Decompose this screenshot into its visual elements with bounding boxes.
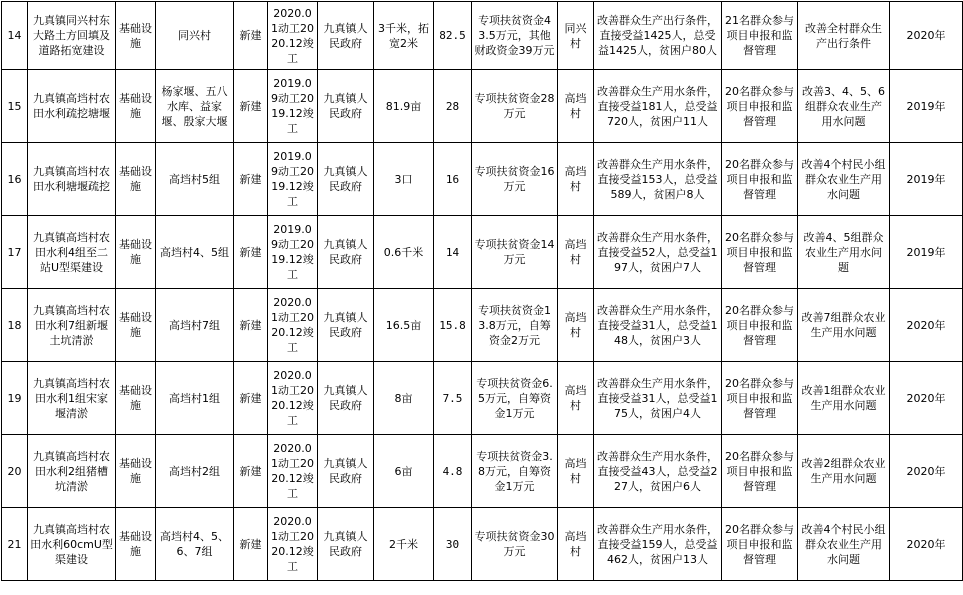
cell-nature: 新建	[234, 508, 268, 581]
cell-benefit: 改善群众生产用水条件，直接受益43人，总受益227人，贫困户6人	[594, 435, 722, 508]
cell-goal: 改善2组群众农业生产用水问题	[798, 435, 890, 508]
cell-nature: 新建	[234, 362, 268, 435]
cell-mechanism: 20名群众参与项目申报和监督管理	[722, 216, 798, 289]
cell-unit: 九真镇人民政府	[318, 216, 374, 289]
cell-no: 18	[2, 289, 28, 362]
cell-invest: 82.5	[434, 2, 472, 70]
cell-location: 高垱村5组	[156, 143, 234, 216]
cell-period: 2020.01动工2020.12竣工	[268, 362, 318, 435]
cell-type: 基础设施	[116, 143, 156, 216]
cell-name: 九真镇高垱村农田水利4组至二站U型渠建设	[28, 216, 116, 289]
cell-period: 2020.01动工2020.12竣工	[268, 435, 318, 508]
cell-goal: 改善4个村民小组群众农业生产用水问题	[798, 508, 890, 581]
cell-period: 2020.01动工2020.12竣工	[268, 508, 318, 581]
cell-mechanism: 21名群众参与项目申报和监督管理	[722, 2, 798, 70]
cell-fund: 专项扶贫资金16万元	[472, 143, 558, 216]
cell-year: 2019年	[890, 70, 963, 143]
cell-mechanism: 20名群众参与项目申报和监督管理	[722, 508, 798, 581]
cell-scale: 81.9亩	[374, 70, 434, 143]
table-row	[2, 435, 963, 508]
cell-location: 高垱村1组	[156, 362, 234, 435]
cell-goal: 改善1组群众农业生产用水问题	[798, 362, 890, 435]
cell-unit: 九真镇人民政府	[318, 2, 374, 70]
cell-period: 2019.09动工2019.12竣工	[268, 216, 318, 289]
cell-mechanism: 20名群众参与项目申报和监督管理	[722, 143, 798, 216]
cell-mechanism: 20名群众参与项目申报和监督管理	[722, 362, 798, 435]
cell-type: 基础设施	[116, 216, 156, 289]
table-row	[2, 2, 963, 70]
cell-name: 九真镇高垱村农田水利7组新堰土坑清淤	[28, 289, 116, 362]
cell-invest: 16	[434, 143, 472, 216]
cell-name: 九真镇高垱村农田水利塘堰疏挖	[28, 143, 116, 216]
cell-village: 高垱村	[558, 362, 594, 435]
cell-no: 21	[2, 508, 28, 581]
cell-no: 17	[2, 216, 28, 289]
cell-period: 2020.01动工2020.12竣工	[268, 2, 318, 70]
cell-fund: 专项扶贫资金6.5万元，自筹资金1万元	[472, 362, 558, 435]
cell-benefit: 改善群众生产用水条件，直接受益31人，总受益148人，贫困户3人	[594, 289, 722, 362]
cell-nature: 新建	[234, 70, 268, 143]
cell-benefit: 改善群众生产出行条件，直接受益1425人，总受益1425人，贫困户80人	[594, 2, 722, 70]
cell-fund: 专项扶贫资金43.5万元，其他财政资金39万元	[472, 2, 558, 70]
cell-year: 2020年	[890, 362, 963, 435]
cell-goal: 改善4、5组群众农业生产用水问题	[798, 216, 890, 289]
cell-fund: 专项扶贫资金3.8万元，自筹资金1万元	[472, 435, 558, 508]
cell-village: 高垱村	[558, 508, 594, 581]
cell-nature: 新建	[234, 435, 268, 508]
cell-village: 高垱村	[558, 435, 594, 508]
cell-benefit: 改善群众生产用水条件，直接受益31人，总受益175人，贫困户4人	[594, 362, 722, 435]
table-body	[2, 2, 963, 581]
cell-name: 九真镇高垱村农田水利1组宋家堰清淤	[28, 362, 116, 435]
cell-type: 基础设施	[116, 508, 156, 581]
cell-village: 同兴村	[558, 2, 594, 70]
cell-location: 高垱村2组	[156, 435, 234, 508]
cell-goal: 改善4个村民小组群众农业生产用水问题	[798, 143, 890, 216]
cell-unit: 九真镇人民政府	[318, 508, 374, 581]
cell-mechanism: 20名群众参与项目申报和监督管理	[722, 70, 798, 143]
cell-type: 基础设施	[116, 362, 156, 435]
cell-scale: 6亩	[374, 435, 434, 508]
table-row	[2, 216, 963, 289]
cell-village: 高垱村	[558, 143, 594, 216]
cell-scale: 3千米，拓宽2米	[374, 2, 434, 70]
cell-invest: 15.8	[434, 289, 472, 362]
cell-no: 16	[2, 143, 28, 216]
cell-nature: 新建	[234, 289, 268, 362]
table-row	[2, 143, 963, 216]
cell-invest: 30	[434, 508, 472, 581]
cell-benefit: 改善群众生产用水条件，直接受益159人，总受益462人，贫困户13人	[594, 508, 722, 581]
cell-goal: 改善全村群众生产出行条件	[798, 2, 890, 70]
cell-name: 九真镇同兴村东大路土方回填及道路拓宽建设	[28, 2, 116, 70]
cell-benefit: 改善群众生产用水条件，直接受益153人，总受益589人，贫困户8人	[594, 143, 722, 216]
cell-type: 基础设施	[116, 2, 156, 70]
cell-nature: 新建	[234, 216, 268, 289]
cell-year: 2020年	[890, 2, 963, 70]
cell-invest: 14	[434, 216, 472, 289]
project-table	[1, 1, 963, 581]
cell-village: 高垱村	[558, 289, 594, 362]
cell-location: 同兴村	[156, 2, 234, 70]
cell-fund: 专项扶贫资金14万元	[472, 216, 558, 289]
table-row	[2, 362, 963, 435]
cell-period: 2019.09动工2019.12竣工	[268, 143, 318, 216]
cell-scale: 3口	[374, 143, 434, 216]
cell-no: 15	[2, 70, 28, 143]
cell-unit: 九真镇人民政府	[318, 70, 374, 143]
cell-scale: 0.6千米	[374, 216, 434, 289]
cell-no: 14	[2, 2, 28, 70]
cell-scale: 2千米	[374, 508, 434, 581]
cell-location: 高垱村4、5组	[156, 216, 234, 289]
cell-benefit: 改善群众生产用水条件，直接受益181人，总受益720人，贫困户11人	[594, 70, 722, 143]
table-row	[2, 508, 963, 581]
cell-type: 基础设施	[116, 289, 156, 362]
cell-name: 九真镇高垱村农田水利疏挖塘堰	[28, 70, 116, 143]
cell-unit: 九真镇人民政府	[318, 143, 374, 216]
cell-unit: 九真镇人民政府	[318, 435, 374, 508]
cell-nature: 新建	[234, 143, 268, 216]
cell-location: 高垱村4、5、6、7组	[156, 508, 234, 581]
cell-goal: 改善7组群众农业生产用水问题	[798, 289, 890, 362]
cell-scale: 8亩	[374, 362, 434, 435]
cell-type: 基础设施	[116, 70, 156, 143]
cell-mechanism: 20名群众参与项目申报和监督管理	[722, 289, 798, 362]
cell-benefit: 改善群众生产用水条件，直接受益52人，总受益197人，贫困户7人	[594, 216, 722, 289]
cell-location: 高垱村7组	[156, 289, 234, 362]
cell-period: 2019.09动工2019.12竣工	[268, 70, 318, 143]
cell-nature: 新建	[234, 2, 268, 70]
cell-no: 20	[2, 435, 28, 508]
cell-location: 杨家堰、五八水库、益家堰、殷家大堰	[156, 70, 234, 143]
cell-scale: 16.5亩	[374, 289, 434, 362]
cell-name: 九真镇高垱村农田水利2组猪槽坑清淤	[28, 435, 116, 508]
table-row	[2, 289, 963, 362]
cell-invest: 4.8	[434, 435, 472, 508]
cell-mechanism: 20名群众参与项目申报和监督管理	[722, 435, 798, 508]
cell-fund: 专项扶贫资金30万元	[472, 508, 558, 581]
cell-type: 基础设施	[116, 435, 156, 508]
cell-name: 九真镇高垱村农田水利60cmU型渠建设	[28, 508, 116, 581]
cell-fund: 专项扶贫资金28万元	[472, 70, 558, 143]
cell-fund: 专项扶贫资金13.8万元，自筹资金2万元	[472, 289, 558, 362]
cell-invest: 28	[434, 70, 472, 143]
cell-unit: 九真镇人民政府	[318, 289, 374, 362]
cell-year: 2019年	[890, 216, 963, 289]
cell-no: 19	[2, 362, 28, 435]
cell-year: 2019年	[890, 143, 963, 216]
table-row	[2, 70, 963, 143]
cell-village: 高垱村	[558, 70, 594, 143]
cell-period: 2020.01动工2020.12竣工	[268, 289, 318, 362]
cell-unit: 九真镇人民政府	[318, 362, 374, 435]
cell-year: 2020年	[890, 289, 963, 362]
cell-year: 2020年	[890, 508, 963, 581]
cell-year: 2020年	[890, 435, 963, 508]
cell-invest: 7.5	[434, 362, 472, 435]
cell-goal: 改善3、4、5、6组群众农业生产用水问题	[798, 70, 890, 143]
cell-village: 高垱村	[558, 216, 594, 289]
